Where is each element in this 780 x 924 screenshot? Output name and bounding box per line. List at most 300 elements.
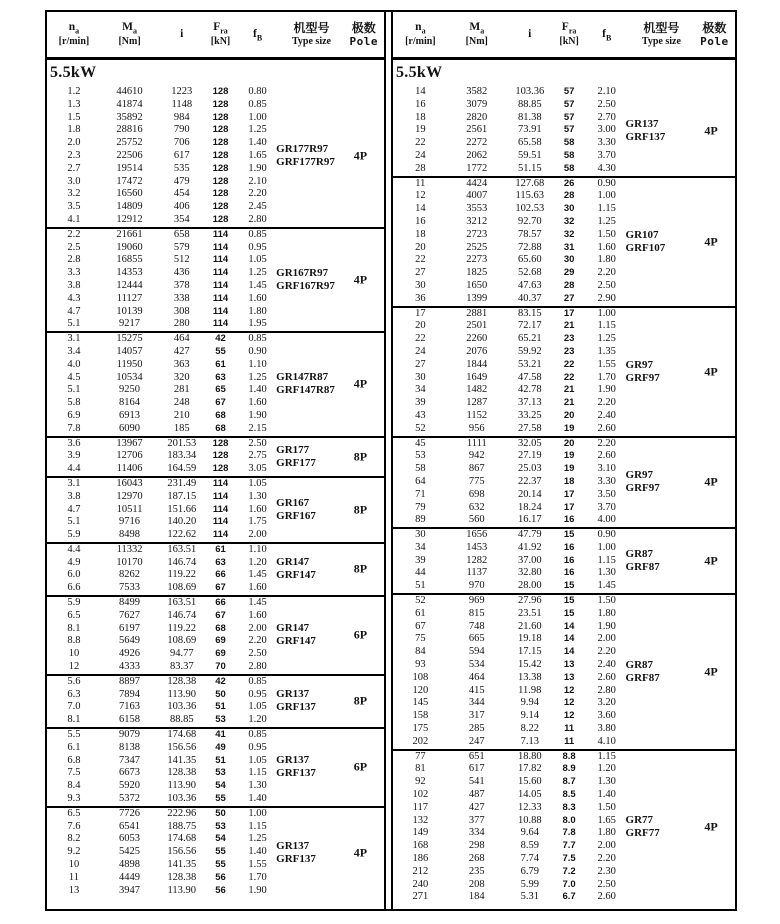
na-value: 1.8 <box>67 124 81 136</box>
table-row <box>393 333 735 346</box>
fra-value: 13 <box>563 671 575 683</box>
na-value: 64 <box>415 475 426 487</box>
na-value: 5.1 <box>67 384 81 396</box>
type-size-line: GRF87 <box>625 671 660 684</box>
na-value: 24 <box>415 149 426 161</box>
ratio-value: 65.58 <box>517 137 542 149</box>
fra-value: 18 <box>563 475 575 487</box>
ratio-value: 102.53 <box>515 203 545 215</box>
ratio-value: 1223 <box>171 86 193 97</box>
na-value: 12 <box>68 661 80 673</box>
ratio-value: 9.14 <box>520 710 539 722</box>
ratio-value: 617 <box>173 149 190 161</box>
table-row <box>393 320 735 333</box>
table-row <box>393 346 735 359</box>
header-type <box>629 22 694 48</box>
fra-value: 55 <box>215 345 226 357</box>
fb-value: 1.90 <box>597 384 616 396</box>
spec-group <box>47 676 384 729</box>
ma-value: 11406 <box>116 463 143 475</box>
ratio-value: 122.62 <box>167 529 197 541</box>
ma-value: 8498 <box>119 529 141 541</box>
pole-value: 8P <box>353 502 368 517</box>
na-value: 9.3 <box>67 793 81 805</box>
fb-value: 2.10 <box>248 175 267 187</box>
header-i-label: i <box>180 28 184 40</box>
na-value: 20 <box>415 241 426 253</box>
ma-value: 2723 <box>466 228 488 240</box>
spec-group <box>47 229 384 333</box>
header-fra-subscript: ra <box>220 26 228 36</box>
na-value: 19 <box>415 124 426 136</box>
ma-value: 12912 <box>116 213 143 225</box>
fb-value: 0.85 <box>248 333 267 345</box>
ma-value: 8897 <box>119 675 141 687</box>
table-row <box>47 318 384 331</box>
ratio-value: 128.38 <box>167 767 197 779</box>
ma-value: 7533 <box>119 582 141 594</box>
table-row <box>393 815 735 828</box>
ma-value: 14809 <box>116 201 143 213</box>
fra-value: 15 <box>563 529 575 541</box>
header-fra-label: $F_{ra}$ <box>561 21 577 36</box>
table-row <box>393 463 735 476</box>
fra-value: 58 <box>563 137 575 149</box>
ma-value: 6541 <box>119 820 141 832</box>
ma-value: 464 <box>468 671 485 683</box>
spec-group <box>47 333 384 437</box>
na-value: 175 <box>412 723 429 735</box>
fb-value: 0.85 <box>248 228 267 240</box>
pole-value: 4P <box>704 819 718 834</box>
power-rating-label-left: 5.5kW <box>50 64 97 81</box>
fra-value: 63 <box>215 556 226 568</box>
ratio-value: 187.15 <box>167 490 197 502</box>
na-value: 3.0 <box>67 175 81 187</box>
ma-value: 1482 <box>466 384 488 396</box>
fb-value: 2.50 <box>597 279 616 291</box>
header-i <box>158 28 205 41</box>
table-row <box>393 124 735 137</box>
table-row <box>47 755 384 768</box>
fb-value: 2.70 <box>597 111 616 123</box>
type-size-line: GR167 <box>276 496 310 509</box>
table-row <box>393 710 735 723</box>
na-value: 71 <box>415 488 426 500</box>
ratio-value: 52.68 <box>517 267 542 279</box>
fb-value: 1.55 <box>248 859 267 871</box>
table-row <box>393 267 735 280</box>
table-row <box>47 86 384 99</box>
fra-value: 21 <box>563 320 575 332</box>
header-fra <box>554 21 585 47</box>
ma-value: 2272 <box>466 137 488 149</box>
fra-value: 128 <box>212 437 229 449</box>
fra-value: 68 <box>215 409 226 421</box>
header-type-label: 机型号 <box>293 20 330 35</box>
ratio-value: 436 <box>173 267 190 279</box>
na-value: 8.2 <box>67 833 81 845</box>
fra-value: 114 <box>212 477 229 489</box>
fra-value: 114 <box>212 267 229 279</box>
spec-group <box>47 544 384 597</box>
type-size-cell <box>276 371 335 397</box>
fra-value: 21 <box>563 384 575 396</box>
table-row <box>393 203 735 216</box>
table-row <box>393 659 735 672</box>
ratio-value: 47.79 <box>517 529 542 541</box>
fra-value: 14 <box>563 646 575 658</box>
na-value: 44 <box>415 567 426 579</box>
table-row <box>393 423 735 436</box>
table-row <box>47 529 384 542</box>
table-row <box>47 176 384 189</box>
na-value: 27 <box>415 358 426 370</box>
fb-value: 1.15 <box>597 203 616 215</box>
na-value: 4.1 <box>67 213 81 225</box>
ma-value: 41874 <box>116 98 143 110</box>
na-value: 1.5 <box>67 111 81 123</box>
fra-value: 32 <box>563 215 575 227</box>
fb-value: 2.80 <box>248 661 267 673</box>
table-row <box>393 450 735 463</box>
fra-value: 42 <box>215 333 226 345</box>
na-value: 22 <box>415 137 426 149</box>
type-size-cell <box>626 359 660 385</box>
table-header-left <box>47 12 384 60</box>
table-row <box>393 608 735 621</box>
fb-value: 3.10 <box>597 463 616 475</box>
na-value: 4.9 <box>67 556 81 568</box>
ratio-value: 18.80 <box>517 750 542 762</box>
spec-table-right <box>391 12 735 909</box>
table-row <box>47 676 384 689</box>
type-size-line: GRF137 <box>276 767 316 780</box>
ratio-value: 156.56 <box>167 846 197 858</box>
table-row <box>393 254 735 267</box>
ma-value: 6197 <box>119 622 141 634</box>
ma-value: 16560 <box>116 188 143 200</box>
table-header-right <box>393 12 735 60</box>
fra-value: 50 <box>215 807 226 819</box>
ma-value: 8164 <box>119 397 141 409</box>
fra-value: 41 <box>215 729 226 741</box>
table-row <box>393 190 735 203</box>
ratio-value: 32.80 <box>517 567 542 579</box>
fb-value: 1.50 <box>597 228 616 240</box>
ma-value: 4007 <box>466 190 488 202</box>
table-row <box>393 293 735 306</box>
na-value: 2.8 <box>67 254 81 266</box>
ratio-value: 15.60 <box>517 776 542 788</box>
na-value: 6.5 <box>67 609 81 621</box>
pole-value: 4P <box>704 474 718 489</box>
fra-value: 56 <box>215 884 226 896</box>
type-size-cell <box>626 469 660 495</box>
fra-value: 114 <box>212 490 229 502</box>
fb-value: 1.80 <box>597 827 616 839</box>
type-size-line: GRF147R87 <box>276 384 335 397</box>
type-size-cell <box>276 754 316 780</box>
type-size-line: GR137 <box>625 117 659 130</box>
ma-value: 35892 <box>116 111 143 123</box>
ma-value: 541 <box>468 776 485 788</box>
na-value: 149 <box>412 827 429 839</box>
fb-value: 1.15 <box>248 820 267 832</box>
ma-value: 651 <box>468 750 485 762</box>
ratio-value: 308 <box>173 305 190 317</box>
ratio-value: 354 <box>173 213 190 225</box>
fra-value: 32 <box>563 228 575 240</box>
fb-value: 2.90 <box>597 292 616 304</box>
ma-value: 19514 <box>116 162 143 174</box>
fb-value: 4.00 <box>597 514 616 526</box>
table-row <box>393 751 735 764</box>
ratio-value: 163.51 <box>167 543 197 555</box>
fb-value: 1.75 <box>248 516 267 528</box>
type-size-line: GRF107 <box>625 241 666 254</box>
na-value: 6.6 <box>67 582 81 594</box>
na-value: 212 <box>412 865 429 877</box>
ma-value: 377 <box>468 814 485 826</box>
header-na-unit: [r/min] <box>58 35 90 47</box>
table-row <box>47 463 384 476</box>
fb-value: 2.50 <box>248 437 267 449</box>
fb-value: 2.20 <box>248 188 267 200</box>
table-row <box>393 410 735 423</box>
header-pole <box>344 22 384 48</box>
fra-value: 55 <box>215 793 226 805</box>
ma-value: 2273 <box>466 254 488 266</box>
ma-value: 5425 <box>119 846 141 858</box>
ratio-value: 41.92 <box>517 541 542 553</box>
na-value: 5.6 <box>67 675 81 687</box>
na-value: 4.4 <box>67 543 81 555</box>
fb-value: 2.20 <box>597 646 616 658</box>
ratio-value: 108.69 <box>167 582 197 594</box>
ratio-value: 32.05 <box>517 437 542 449</box>
fb-value: 1.00 <box>597 190 616 202</box>
pole-value: 4P <box>353 272 368 287</box>
fra-value: 69 <box>215 635 226 647</box>
header-na-subscript: a <box>421 26 426 36</box>
type-size-cell <box>276 622 316 648</box>
fb-value: 3.20 <box>597 697 616 709</box>
fra-value: 56 <box>215 871 226 883</box>
fb-value: 0.90 <box>597 177 616 189</box>
fb-value: 1.10 <box>248 358 267 370</box>
fra-value: 54 <box>215 780 226 792</box>
spec-group <box>47 729 384 808</box>
ratio-value: 88.85 <box>169 714 194 726</box>
table-row <box>393 567 735 580</box>
fb-value: 2.60 <box>597 671 616 683</box>
fb-value: 2.40 <box>597 409 616 421</box>
fb-value: 2.20 <box>597 437 616 449</box>
ratio-value: 174.68 <box>167 833 197 845</box>
na-value: 17 <box>415 307 426 319</box>
table-row <box>393 308 735 321</box>
header-ma <box>448 21 506 47</box>
pole-value: 8P <box>353 693 368 708</box>
table-row <box>47 214 384 227</box>
ratio-value: 47.58 <box>517 371 542 383</box>
ratio-value: 706 <box>173 137 190 149</box>
fra-value: 19 <box>563 450 575 462</box>
na-value: 7.8 <box>67 422 81 434</box>
table-row <box>47 821 384 834</box>
na-value: 18 <box>415 111 426 123</box>
spec-group <box>393 595 735 751</box>
ma-value: 698 <box>468 488 485 500</box>
type-size-cell <box>276 497 316 523</box>
table-row <box>47 557 384 570</box>
fb-value: 1.10 <box>248 543 267 555</box>
fb-value: 3.05 <box>248 463 267 475</box>
ma-value: 3212 <box>466 215 488 227</box>
na-value: 4.4 <box>67 463 81 475</box>
ma-value: 1287 <box>466 397 488 409</box>
fra-value: 128 <box>212 162 229 174</box>
fra-value: 128 <box>212 124 229 136</box>
ma-value: 6090 <box>119 422 141 434</box>
ratio-value: 1148 <box>171 98 193 110</box>
fb-value: 1.60 <box>597 241 616 253</box>
pole-value: 8P <box>353 449 368 464</box>
ma-value: 2820 <box>466 111 488 123</box>
fb-value: 2.00 <box>597 633 616 645</box>
na-value: 8.8 <box>67 635 81 647</box>
na-value: 22 <box>415 333 426 345</box>
ma-value: 6158 <box>119 714 141 726</box>
ratio-value: 164.59 <box>167 463 197 475</box>
fra-value: 67 <box>215 609 226 621</box>
spec-group <box>393 86 735 178</box>
header-na-unit: [r/min] <box>405 35 436 47</box>
fra-value: 16 <box>563 514 575 526</box>
na-value: 4.7 <box>67 503 81 515</box>
table-row <box>393 685 735 698</box>
pole-value: 4P <box>353 845 368 860</box>
fra-value: 8.5 <box>562 789 576 801</box>
fra-value: 42 <box>215 675 226 687</box>
ratio-value: 163.51 <box>167 597 197 609</box>
ratio-value: 183.34 <box>167 450 197 462</box>
ma-value: 12444 <box>116 279 143 291</box>
ratio-value: 10.88 <box>517 814 542 826</box>
na-value: 3.8 <box>67 490 81 502</box>
ma-value: 13967 <box>116 437 143 449</box>
na-value: 79 <box>415 501 426 513</box>
ma-value: 6053 <box>119 833 141 845</box>
fra-value: 8.0 <box>562 814 576 826</box>
na-value: 3.8 <box>67 279 81 291</box>
type-size-line: GR147 <box>276 622 310 635</box>
fra-value: 69 <box>215 648 226 660</box>
na-value: 2.2 <box>67 228 81 240</box>
fra-value: 55 <box>215 846 226 858</box>
ratio-value: 188.75 <box>167 820 197 832</box>
table-row <box>47 293 384 306</box>
fra-value: 7.5 <box>562 853 576 865</box>
type-size-line: GR97 <box>625 358 654 371</box>
fra-value: 54 <box>215 833 226 845</box>
ma-value: 208 <box>468 878 485 890</box>
fb-value: 2.60 <box>597 891 616 903</box>
header-na-label: $n_a$ <box>68 21 80 36</box>
ma-value: 617 <box>468 763 485 775</box>
ma-value: 2260 <box>466 333 488 345</box>
spec-group <box>47 808 384 898</box>
ma-value: 16855 <box>116 254 143 266</box>
ratio-value: 128.38 <box>167 871 197 883</box>
table-row <box>393 489 735 502</box>
fb-value: 1.40 <box>248 137 267 149</box>
fra-value: 19 <box>563 463 575 475</box>
table-row <box>393 866 735 879</box>
fb-value: 1.30 <box>597 567 616 579</box>
na-value: 1.2 <box>67 86 81 97</box>
fb-value: 1.45 <box>597 580 616 592</box>
fra-value: 114 <box>212 503 229 515</box>
na-value: 3.1 <box>67 333 81 345</box>
ratio-value: 658 <box>173 228 190 240</box>
fra-value: 20 <box>563 437 575 449</box>
type-size-line: GRF137 <box>276 852 316 865</box>
header-pole-label: 极数 <box>702 20 727 35</box>
table-row <box>47 229 384 242</box>
fb-value: 1.65 <box>248 149 267 161</box>
fra-value: 128 <box>212 175 229 187</box>
ma-value: 956 <box>468 422 485 434</box>
table-row <box>393 802 735 815</box>
ma-value: 4926 <box>119 648 141 660</box>
table-row <box>47 124 384 137</box>
ma-value: 2525 <box>466 241 488 253</box>
na-value: 7.6 <box>67 820 81 832</box>
fb-value: 1.80 <box>248 305 267 317</box>
ma-value: 3079 <box>466 98 488 110</box>
header-fb-label: $f_B$ <box>252 27 263 43</box>
ratio-value: 151.66 <box>167 503 197 515</box>
fb-value: 1.05 <box>248 754 267 766</box>
na-value: 145 <box>412 697 429 709</box>
ma-value: 17472 <box>116 175 143 187</box>
table-row <box>47 689 384 702</box>
fb-value: 2.80 <box>597 684 616 696</box>
na-value: 92 <box>415 776 426 788</box>
table-row <box>393 99 735 112</box>
pole-value: 4P <box>353 148 368 163</box>
table-row <box>47 648 384 661</box>
table-row <box>393 697 735 710</box>
fra-value: 114 <box>212 228 229 240</box>
na-value: 4.7 <box>67 305 81 317</box>
ratio-value: 113.90 <box>167 884 197 896</box>
type-size-line: GRF147 <box>276 569 316 582</box>
ratio-value: 222.96 <box>167 807 197 819</box>
ratio-value: 94.77 <box>169 648 194 660</box>
ratio-value: 535 <box>173 162 190 174</box>
na-value: 11 <box>415 177 426 189</box>
type-size-line: GRF177R97 <box>276 156 335 169</box>
table-row <box>47 242 384 255</box>
ratio-value: 185 <box>173 422 190 434</box>
fb-value: 1.15 <box>248 767 267 779</box>
ratio-value: 88.85 <box>517 98 542 110</box>
type-size-cell <box>626 548 660 574</box>
ma-value: 184 <box>468 891 485 903</box>
